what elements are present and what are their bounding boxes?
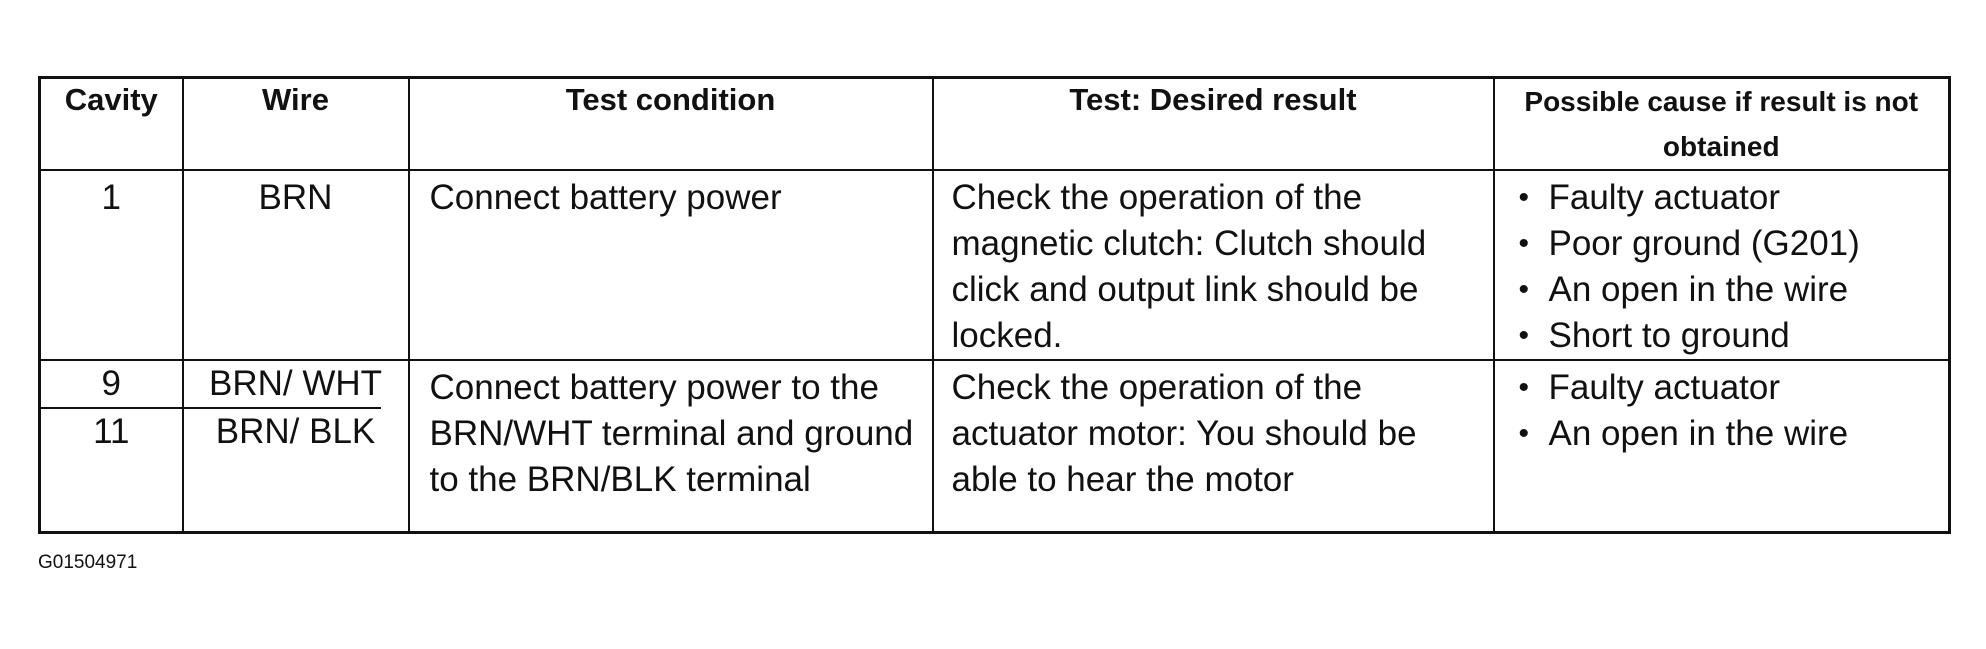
- test-condition-cell: [409, 170, 933, 360]
- table-header-row: [40, 78, 1950, 171]
- test-condition-text: Connect battery power: [429, 178, 782, 217]
- wire-value: BRN: [258, 178, 333, 217]
- desired-result-text: Check the operation of the magnetic clutch: Clutch should click and output link should be locked.: [951, 178, 1427, 355]
- figure-code: G01504971: [38, 552, 138, 573]
- header-test-condition: Test condition: [409, 78, 933, 171]
- cause-item: • An open in the wire: [1517, 411, 1949, 457]
- cause-item: • Poor ground (G201): [1517, 221, 1949, 267]
- table-row: [40, 170, 1950, 360]
- table-row: [40, 360, 1950, 532]
- wiring-test-table: [38, 76, 1951, 534]
- header-wire: Wire: [183, 78, 409, 171]
- cause-item: • An open in the wire: [1517, 267, 1949, 313]
- desired-result-text: Check the operation of the actuator motor: You should be able to hear the motor: [951, 368, 1417, 499]
- header-desired-result: Test: Desired result: [933, 78, 1494, 171]
- desired-result-cell: [933, 170, 1494, 360]
- cause-list: [1495, 361, 1949, 457]
- cavity-value: 11: [93, 412, 130, 451]
- cavity-value: 9: [101, 364, 121, 403]
- test-condition-cell: [409, 360, 933, 532]
- test-condition-text: Connect battery power to the BRN/WHT terminal and ground to the BRN/BLK terminal: [429, 368, 914, 499]
- cavity-cell: [40, 360, 183, 532]
- cavity-cell: [40, 170, 183, 360]
- possible-cause-cell: [1494, 170, 1950, 360]
- wire-value: BRN/ BLK: [215, 412, 376, 451]
- header-cavity: Cavity: [40, 78, 183, 171]
- wire-value: BRN/ WHT: [208, 364, 383, 403]
- header-possible-cause: Possible cause if result is not obtained: [1494, 78, 1950, 171]
- cause-list: [1495, 171, 1949, 359]
- possible-cause-cell: [1494, 360, 1950, 532]
- desired-result-cell: [933, 360, 1494, 532]
- wire-cell: [183, 170, 409, 360]
- cause-item: • Faulty actuator: [1517, 365, 1949, 411]
- cause-item: • Short to ground: [1517, 313, 1949, 359]
- cavity-value: 1: [101, 178, 121, 217]
- wire-cell: [183, 360, 409, 532]
- cause-item: • Faulty actuator: [1517, 175, 1949, 221]
